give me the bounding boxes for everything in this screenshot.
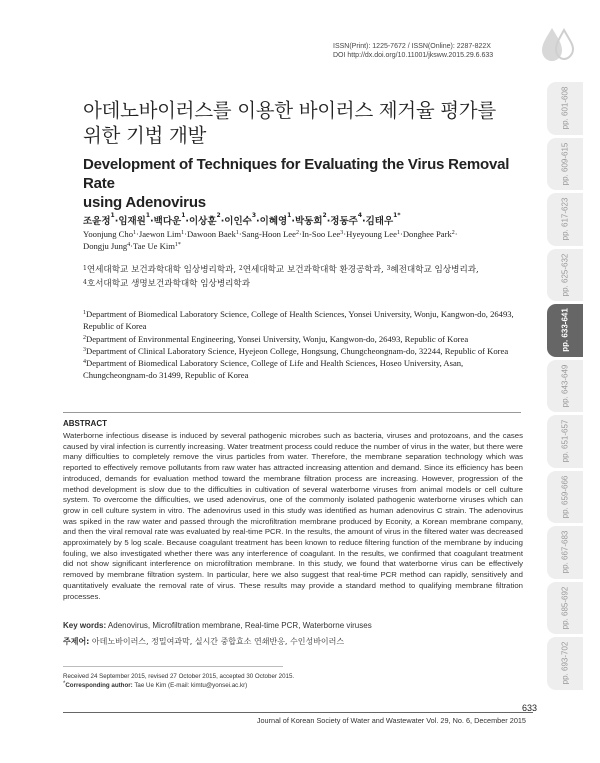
- aff-sup: 4: [83, 279, 87, 286]
- affiliation-en: [83, 308, 523, 333]
- doi-line: DOI http://dx.doi.org/10.11001/jksww.2015.29.6.633: [333, 52, 494, 59]
- author-ko: ·정동주: [326, 216, 358, 227]
- author-sup: 1: [235, 230, 239, 236]
- affiliation-en: [83, 357, 523, 382]
- author-ko: ·김태우: [362, 216, 394, 227]
- issn-line: ISSN(Print): 1225-7672 / ISSN(Online): 2287-822X: [333, 43, 491, 50]
- author-en: ·Jaewon Lim: [136, 229, 182, 239]
- author-sup: 2: [216, 212, 221, 219]
- author-ko: ·이혜영: [256, 216, 288, 227]
- side-tab-617-623[interactable]: [547, 193, 583, 246]
- side-tab-label: pp. 617-623: [560, 197, 570, 241]
- side-tab-633-641[interactable]: [547, 304, 583, 357]
- aff-en-text: Department of Environmental Engineering, Yonsei University, Wonju, Kangwon-do, 26493, Republic of Korea: [86, 333, 469, 344]
- author-ko: ·이인수: [220, 216, 252, 227]
- keywords-ko-label: 주제어:: [63, 637, 90, 646]
- keywords-ko-text: 아데노바이러스, 정밀여과막, 실시간 중합효소 연쇄반응, 수인성바이러스: [89, 637, 345, 646]
- side-tab-693-702[interactable]: [547, 637, 583, 690]
- corresponding-author: [63, 681, 523, 690]
- author-ko: 조윤정: [83, 216, 111, 227]
- author-en: Dongju Jung: [83, 241, 128, 251]
- author-ko: ·임재원: [114, 216, 146, 227]
- side-tab-609-615[interactable]: [547, 138, 583, 191]
- aff-sup: 1: [83, 265, 87, 272]
- side-page-tabs: [547, 82, 583, 692]
- title-korean: [83, 98, 533, 148]
- keywords-english: [63, 621, 523, 630]
- affiliations-korean: [83, 263, 543, 291]
- author-sup: 1*: [393, 212, 401, 219]
- side-tab-label: pp. 625-632: [560, 253, 570, 297]
- author-en: ·Hyeyoung Lee: [343, 229, 397, 239]
- aff-ko-text: 연세대학교 보건과학대학 환경공학과,: [242, 265, 387, 275]
- side-tab-label: pp. 659-666: [560, 475, 570, 519]
- side-tab-label: pp. 667-683: [560, 530, 570, 574]
- side-tab-label: pp. 693-702: [560, 641, 570, 685]
- author-sup: 2: [322, 212, 327, 219]
- author-ko: ·이상훈: [185, 216, 217, 227]
- author-sup: 3: [251, 212, 257, 219]
- footnote-rule: [63, 666, 283, 667]
- side-tab-label: pp. 651-657: [560, 419, 570, 463]
- side-tab-651-657[interactable]: [547, 415, 583, 468]
- aff-sup: 1: [83, 310, 86, 316]
- aff-en-text: Department of Biomedical Laboratory Science, College of Health Sciences, Yonsei University, Wonju, Kangwon-do, 26493, Republic of Korea: [83, 309, 514, 332]
- author-ko: ·백다운: [150, 216, 182, 227]
- aff-sup: 3: [386, 265, 391, 272]
- corr-label: Corresponding author:: [65, 682, 133, 689]
- keywords-label: Key words:: [63, 621, 107, 630]
- aff-en-text: Department of Biomedical Laboratory Science, College of Life and Health Sciences, Hoseo University, Asan, Chungcheongnam-do 31499, Republic of Korea: [83, 358, 464, 381]
- journal-logo-icon: [538, 24, 578, 64]
- author-sup: 1: [110, 212, 115, 219]
- author-sup: 3: [340, 230, 344, 236]
- affiliation-ko-line1: [83, 263, 543, 277]
- title-english-line1: Development of Techniques for Evaluating the Virus Removal Rate: [83, 156, 510, 192]
- keywords-korean: [63, 636, 523, 647]
- authors-english-line2: [83, 240, 543, 252]
- title-english: [83, 155, 533, 212]
- author-sup: 1: [145, 212, 151, 219]
- author-sup: 4: [357, 212, 363, 219]
- side-tab-label: pp. 633-641: [560, 308, 570, 353]
- side-tab-label: pp. 643-649: [560, 364, 570, 408]
- side-tab-label: pp. 685-692: [560, 586, 570, 630]
- author-sup: 2: [451, 230, 455, 236]
- corr-sup: *: [63, 681, 66, 687]
- journal-citation: Journal of Korean Society of Water and Wastewater Vol. 29, No. 6, December 2015: [256, 716, 526, 725]
- author-en: ·In-Soo Lee: [298, 229, 341, 239]
- aff-ko-text: 혜전대학교 임상병리과,: [390, 265, 479, 275]
- side-tab-601-608[interactable]: [547, 82, 583, 135]
- keywords-text: Adenovirus, Microfiltration membrane, Real-time PCR, Waterborne viruses: [106, 621, 372, 630]
- affiliations-english: [83, 308, 523, 382]
- abstract-body: Waterborne infectious disease is induced by several pathogenic microbes such as bacteria, viruses and protozoans, and the cases caused by viral infection is currently increasing. Water treatment process could reduce the number of virus in the water, but there were many difficulties to completely remove the virus particles from water. Therefore, the membrane separation technology which was reported to effectively remove pollutants from raw water has attracted increasing attention and demand. Since its efficiency has been introduced, demands for evaluation method toward the membrane filtration process are increasing. However, progression of the method development is slow due to the difficulties in cultivation of several waterborne viruses from animal models or cell culture system. To overcome the difficulties, we used adenovirus, one of the commonly isolated pathogenic waterborne viruses which can grow in cell culture system in vitro. The adenovirus used in this study was identified as human adenovirus C strain. The adenovirus was spiked in the raw water and passed through the microfiltration membrane produced by Econity, a Korean membrane company, and then the viral removal rate was evaluated by real-time PCR. In the results, the amount of virus in the filtered water was decreased approximately by 5 log scale. Because coagulant treatment has been known to reduce filtering function of the membrane by inducing fouling, we also investigated whether there was any interference of coagulant. In the results, we confirmed that coagulant treatment did not show significant interference on microfiltration membrane. In this study, we found that waterborne virus can be effectively removed by membrane filtration system. In particular, here we also suggest that real-time PCR method can rapidly, sensitively and quantitatively evaluate the removal rate of virus. These results may provide a standard method to qualifying membrane filtration processes.: [63, 431, 523, 601]
- aff-ko-text: 호서대학교 생명보건과학대학 임상병리학과: [86, 279, 251, 289]
- footnote-block: [63, 672, 523, 690]
- title-korean-line1: 아데노바이러스를 이용한 바이러스 제거율 평가를: [83, 99, 496, 122]
- affiliation-en: [83, 333, 523, 345]
- authors-english-line1: [83, 228, 543, 240]
- side-tab-label: pp. 609-615: [560, 142, 570, 186]
- author-sup: 1: [181, 230, 185, 236]
- issn-doi-block: [333, 42, 533, 60]
- author-sup: 1: [396, 230, 400, 236]
- side-tab-643-649[interactable]: [547, 360, 583, 413]
- abstract-heading: ABSTRACT: [63, 419, 107, 428]
- author-ko: ·박동희: [291, 216, 323, 227]
- received-dates: Received 24 September 2015, revised 27 October 2015, accepted 30 October 2015.: [63, 673, 295, 680]
- author-en: ·Donghee Park: [399, 229, 452, 239]
- side-tab-685-692[interactable]: [547, 582, 583, 635]
- author-en: ·Sang-Hoon Lee: [238, 229, 296, 239]
- affiliation-en: [83, 345, 523, 357]
- author-sup: 1: [133, 230, 136, 236]
- author-sup: 2: [295, 230, 299, 236]
- page-number: 633: [522, 703, 538, 713]
- side-tab-667-683[interactable]: [547, 526, 583, 579]
- aff-ko-text: 연세대학교 보건과학대학 임상병리학과,: [86, 265, 239, 275]
- aff-sup: 2: [238, 265, 243, 272]
- author-en: ·Tae Ue Kim: [130, 241, 175, 251]
- affiliation-ko-line2: [83, 277, 543, 291]
- author-separator: ·: [454, 229, 458, 239]
- title-korean-line2: 위한 기법 개발: [83, 124, 207, 147]
- author-sup: 1*: [174, 242, 181, 248]
- abstract-top-rule: [63, 412, 521, 413]
- author-sup: 1: [287, 212, 292, 219]
- title-english-line2: using Adenovirus: [83, 194, 206, 211]
- side-tab-625-632[interactable]: [547, 249, 583, 302]
- aff-sup: 4: [83, 359, 86, 366]
- aff-sup: 3: [83, 346, 86, 353]
- authors-english: [83, 228, 543, 252]
- aff-sup: 2: [83, 334, 86, 341]
- side-tab-659-666[interactable]: [547, 471, 583, 524]
- author-en: Yoonjung Cho: [83, 229, 133, 239]
- footer-rule: [63, 712, 533, 713]
- corr-text: Tae Ue Kim (E-mail: kimtu@yonsei.ac.kr): [132, 682, 248, 689]
- author-sup: 1: [181, 212, 186, 219]
- author-en: ·Dawoon Baek: [184, 229, 236, 239]
- author-sup: 4: [127, 242, 131, 248]
- aff-en-text: Department of Clinical Laboratory Science, Hyejeon College, Hongsung, Chungcheongnam-do, 32244, Republic of Korea: [86, 345, 509, 356]
- authors-korean: [83, 213, 543, 227]
- side-tab-label: pp. 601-608: [560, 86, 570, 130]
